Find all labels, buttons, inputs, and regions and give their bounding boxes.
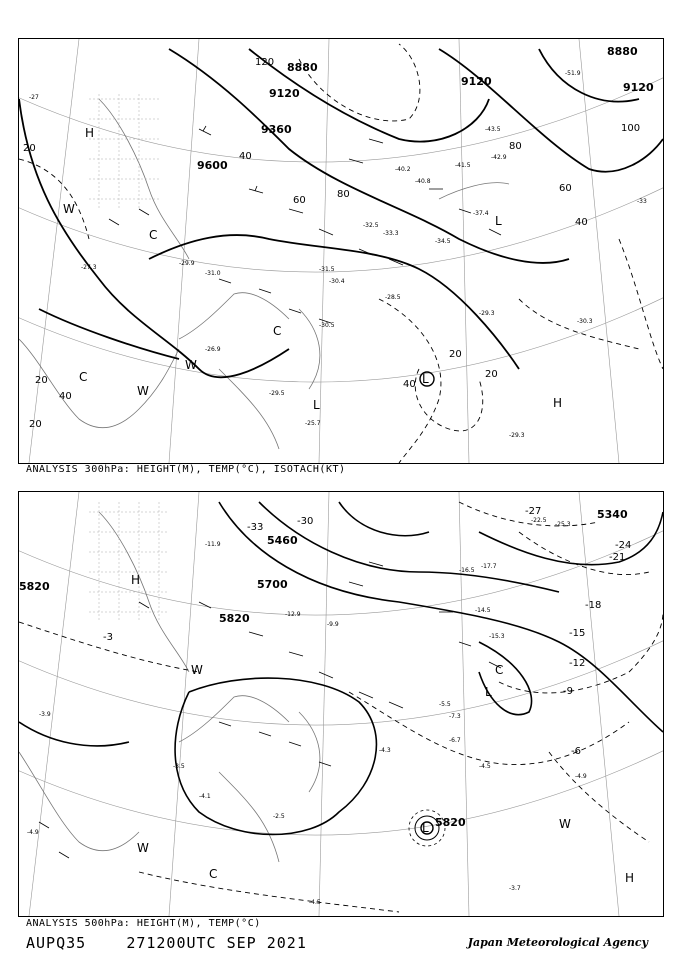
temp-label: -16.5 [459, 567, 475, 574]
isotherm-label: -33 [247, 522, 264, 533]
temp-label: -30.3 [577, 318, 593, 325]
height-label: 9600 [197, 159, 228, 172]
temp-label: -29.3 [509, 432, 525, 439]
high-symbol: H [85, 126, 95, 140]
temp-label: -26.9 [205, 346, 221, 353]
height-label: 5700 [257, 578, 288, 591]
height-contours [19, 502, 663, 835]
temp-label: -34.5 [435, 238, 451, 245]
height-label: 9120 [623, 81, 654, 94]
temp-label: -3.5 [173, 763, 185, 770]
temp-label: -42.9 [491, 154, 507, 161]
temp-label: -40.8 [415, 178, 431, 185]
temp-label: -4.5 [479, 763, 491, 770]
isotach-label: 80 [337, 189, 350, 200]
temp-label: -29.5 [269, 390, 285, 397]
temp-label: -33 [637, 198, 647, 205]
warm-symbol: W [185, 358, 197, 372]
isotach-label: 80 [509, 141, 522, 152]
warm-symbol: W [63, 202, 75, 216]
cold-symbol: C [149, 228, 158, 242]
height-label: 8880 [607, 45, 638, 58]
height-label: 5820 [19, 580, 50, 593]
isotach-label: 20 [29, 419, 42, 430]
height-label: 5340 [597, 508, 628, 521]
temp-label: -28.5 [385, 294, 401, 301]
map-panel-300hpa [18, 38, 664, 464]
isotach-label: 40 [575, 217, 588, 228]
cold-hatch [89, 502, 169, 622]
temp-label: -32.5 [363, 222, 379, 229]
temp-label: -4.5 [309, 899, 321, 906]
temp-label: -6.7 [449, 737, 461, 744]
temp-label: -12.9 [285, 611, 301, 618]
isotach-label: 20 [485, 369, 498, 380]
map-500hpa-canvas [19, 492, 663, 916]
temp-label: -30.5 [319, 322, 335, 329]
temp-label: -31.0 [205, 270, 221, 277]
high-symbol: H [553, 396, 563, 410]
coastline [19, 99, 509, 449]
temp-label: -4.9 [575, 773, 587, 780]
isotach-label: 20 [449, 349, 462, 360]
low-symbol: L [485, 685, 492, 699]
temp-label: -31.5 [319, 266, 335, 273]
temp-label: -29.9 [179, 260, 195, 267]
map-300hpa-canvas [19, 39, 663, 463]
low-symbol: L [422, 821, 429, 835]
height-label: 5820 [435, 816, 466, 829]
graticule [19, 39, 663, 463]
warm-symbol: W [137, 841, 149, 855]
temp-label: -11.9 [205, 541, 221, 548]
temp-label: -37.4 [473, 210, 489, 217]
high-symbol: H [131, 573, 141, 587]
wind-barbs [109, 126, 501, 323]
agency-name: Japan Meteorological Agency [467, 936, 648, 949]
isotach-label: 20 [23, 143, 36, 154]
temp-label: -27.3 [81, 264, 97, 271]
temp-label: -30.4 [329, 278, 345, 285]
isotherm-label: -27 [525, 506, 542, 517]
temp-label: -3.9 [39, 711, 51, 718]
warm-symbol: W [191, 663, 203, 677]
panel-300-caption: ANALYSIS 300hPa: HEIGHT(M), TEMP(°C), ISOTACH(KT) [26, 464, 346, 475]
isotherms [19, 502, 663, 912]
temp-label: -3.7 [509, 885, 521, 892]
height-label: 9120 [461, 75, 492, 88]
height-label: 8880 [287, 61, 318, 74]
warm-symbol: W [559, 817, 571, 831]
isotach-label: 40 [239, 151, 252, 162]
temp-label: -25.3 [555, 521, 571, 528]
temp-label: -2.5 [273, 813, 285, 820]
isotherm-label: -12 [569, 658, 586, 669]
temp-label: -4.3 [379, 747, 391, 754]
map-panel-500hpa [18, 491, 664, 917]
low-symbol: L [313, 398, 320, 412]
cold-hatch [89, 94, 159, 209]
isotherm-label: -15 [569, 628, 586, 639]
height-label: 9360 [261, 123, 292, 136]
warm-symbol: W [137, 384, 149, 398]
low-symbol: L [422, 372, 429, 386]
temp-label: -14.5 [475, 607, 491, 614]
temp-label: -4.9 [27, 829, 39, 836]
isotherm-label: -21 [609, 552, 626, 563]
isotach-label: 40 [403, 379, 416, 390]
isotachs [19, 44, 663, 463]
isotach-label: 40 [59, 391, 72, 402]
cold-symbol: C [495, 663, 504, 677]
isotach-label: 20 [35, 375, 48, 386]
bulletin-time: 271200UTC SEP 2021 [126, 934, 307, 952]
bulletin-header [26, 934, 307, 952]
panel-500-caption: ANALYSIS 500hPa: HEIGHT(M), TEMP(°C) [26, 918, 261, 929]
bulletin-code: AUPQ35 [26, 934, 87, 952]
temp-label: -27 [29, 94, 39, 101]
isotherm-label: -18 [585, 600, 602, 611]
height-label: 9120 [269, 87, 300, 100]
isotach-label: 100 [621, 123, 641, 134]
temp-label: -41.5 [455, 162, 471, 169]
temp-label: -5.5 [439, 701, 451, 708]
cold-symbol: C [79, 370, 88, 384]
wind-barbs [39, 562, 504, 858]
isotach-label: 120 [255, 57, 275, 68]
isotherm-label: -3 [103, 632, 113, 643]
temp-label: -9.9 [327, 621, 339, 628]
temp-label: -4.1 [199, 793, 211, 800]
isotach-label: 60 [293, 195, 306, 206]
isotherm-label: -9 [563, 686, 573, 697]
temp-label: -33.3 [383, 230, 399, 237]
temp-label: -40.2 [395, 166, 411, 173]
isotherm-label: -24 [615, 540, 632, 551]
isotherm-label: -6 [571, 746, 581, 757]
temp-label: -15.3 [489, 633, 505, 640]
height-label: 5460 [267, 534, 298, 547]
temp-label: -7.3 [449, 713, 461, 720]
temp-label: -22.5 [531, 517, 547, 524]
temp-label: -17.7 [481, 563, 497, 570]
high-symbol: H [625, 871, 635, 885]
low-symbol: L [495, 214, 502, 228]
cold-symbol: C [273, 324, 282, 338]
height-label: 5820 [219, 612, 250, 625]
isotach-label: 60 [559, 183, 572, 194]
temp-label: -51.9 [565, 70, 581, 77]
temp-label: -25.7 [305, 420, 321, 427]
temp-label: -43.5 [485, 126, 501, 133]
coastline [19, 512, 320, 862]
isotherm-label: -30 [297, 516, 314, 527]
cold-symbol: C [209, 867, 218, 881]
temp-label: -29.3 [479, 310, 495, 317]
